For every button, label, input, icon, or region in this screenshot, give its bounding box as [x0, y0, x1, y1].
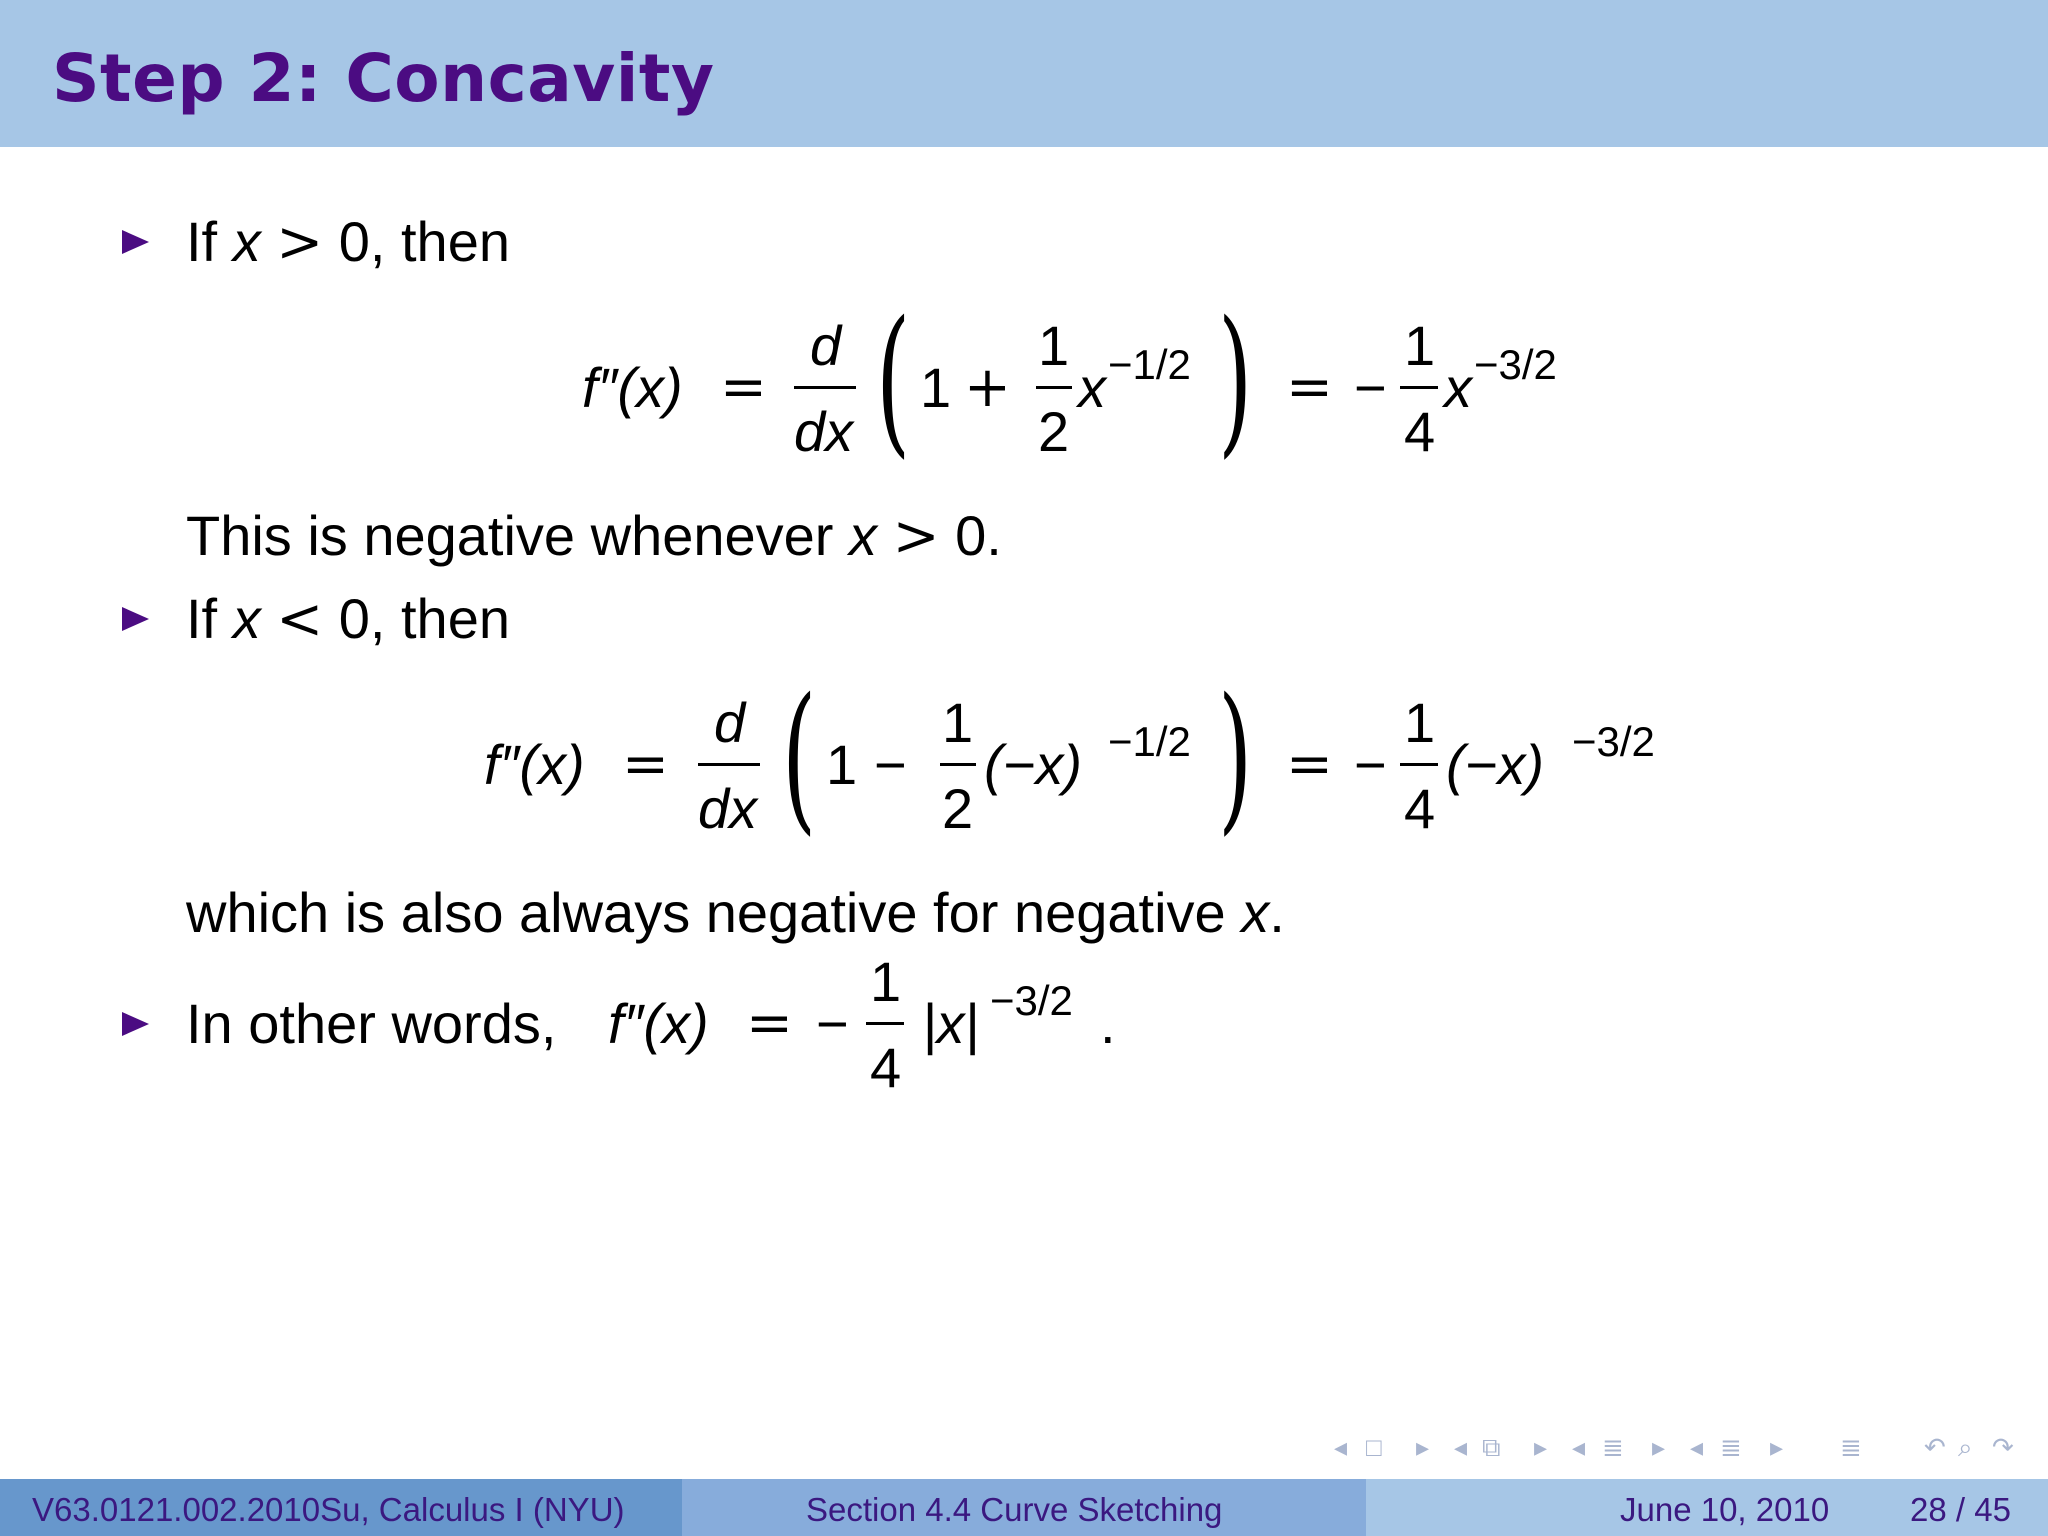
eq1-q-den: 4: [1404, 400, 1436, 463]
bullet-3-pre: In other words,: [186, 992, 557, 1055]
eq1-lparen: (: [876, 286, 911, 473]
frame-icon[interactable]: □: [1366, 1432, 1382, 1462]
redo-icon[interactable]: ↷: [1992, 1432, 2014, 1462]
eq2-ddx-bar: [698, 763, 760, 766]
footer-section: Section 4.4 Curve Sketching: [806, 1491, 1223, 1528]
footer-left: [0, 1479, 682, 1536]
section-icon[interactable]: ≣: [1602, 1432, 1624, 1462]
eq2-half-num: 1: [942, 691, 974, 754]
eq3-neg: −: [816, 992, 849, 1055]
search-icon[interactable]: ⌕: [1958, 1432, 1973, 1462]
eq3-q-num: 1: [870, 950, 902, 1013]
bullet-2-pre: If: [186, 587, 233, 650]
eq3-abs: |x|: [922, 992, 980, 1055]
eq3-q-den: 4: [870, 1036, 902, 1099]
undo-icon[interactable]: ↶: [1924, 1432, 1946, 1462]
footer-date: June 10, 2010: [1620, 1491, 1830, 1528]
eq1-rparen: ): [1218, 286, 1253, 473]
eq2-equals: =: [622, 732, 669, 797]
align-icon[interactable]: ≣: [1840, 1432, 1862, 1462]
bullet-2-var: x: [232, 587, 261, 650]
slide-footer: [0, 1479, 2048, 1536]
next-arrow-icon[interactable]: ▸: [1770, 1432, 1784, 1462]
note2-post: .: [1269, 881, 1285, 944]
bullet-1-post: 0, then: [338, 210, 510, 273]
footer-middle: [682, 1479, 1366, 1536]
eq2-exp2: −3/2: [1572, 718, 1655, 765]
note-after-eq1: [186, 504, 1002, 569]
note2-var: x: [1241, 881, 1270, 944]
next-arrow-icon[interactable]: ▸: [1652, 1432, 1666, 1462]
bullet-1-pre: If: [186, 210, 233, 273]
note2-text: which is also always negative for negative: [186, 881, 1242, 944]
eq2-rparen: ): [1218, 663, 1253, 850]
eq1-dx: dx: [794, 400, 854, 463]
prev-arrow-icon[interactable]: ◂: [1572, 1432, 1586, 1462]
note-after-eq2: [186, 881, 1285, 944]
eq2-exp: −1/2: [1108, 718, 1191, 765]
eq3-end: .: [1100, 992, 1116, 1055]
eq2-arg: (−x): [984, 733, 1082, 796]
footer-page-number: 28 / 45: [1910, 1491, 2011, 1528]
note1-rel: >: [892, 504, 940, 569]
next-arrow-icon[interactable]: ▸: [1416, 1432, 1430, 1462]
eq2-q-den: 4: [1404, 777, 1436, 840]
slide-header: [0, 0, 2048, 147]
eq1-equals: =: [720, 355, 767, 420]
note1-var: x: [849, 504, 878, 567]
eq3-equals: =: [746, 991, 793, 1056]
prev-arrow-icon[interactable]: ◂: [1454, 1432, 1468, 1462]
eq1-lhs: f″(x): [582, 356, 683, 419]
prev-arrow-icon[interactable]: ◂: [1690, 1432, 1704, 1462]
eq1-one: 1: [920, 356, 952, 419]
eq2-minus: −: [874, 733, 907, 796]
eq1-exp: −1/2: [1108, 341, 1191, 388]
eq2-half-den: 2: [942, 777, 974, 840]
eq3-lhs: f″(x): [608, 992, 709, 1055]
eq2-lparen: (: [782, 663, 817, 850]
eq2-neg: −: [1354, 733, 1387, 796]
bullet-marker: [122, 230, 149, 254]
eq1-half-den: 2: [1038, 400, 1070, 463]
eq3-exp: −3/2: [990, 977, 1073, 1024]
navigation-controls: [1330, 1432, 2040, 1462]
footer-course: V63.0121.002.2010Su, Calculus I (NYU): [32, 1491, 625, 1528]
bullet-1-text: [186, 210, 510, 275]
eq1-plus: +: [964, 355, 1011, 420]
bullet-2-post: 0, then: [338, 587, 510, 650]
eq1-neg: −: [1354, 356, 1387, 419]
eq2-d: d: [714, 691, 746, 754]
eq1-q-num: 1: [1404, 314, 1436, 377]
bullet-1-var: x: [232, 210, 261, 273]
note1-text: This is negative whenever: [186, 504, 850, 567]
prev-arrow-icon[interactable]: ◂: [1334, 1432, 1348, 1462]
subsection-icon[interactable]: ⧉: [1482, 1432, 1501, 1462]
note1-post: 0.: [955, 504, 1002, 567]
eq3-q-bar: [866, 1022, 904, 1025]
bullet-marker: [122, 1012, 149, 1036]
section-icon[interactable]: ≣: [1720, 1432, 1742, 1462]
eq1-q-bar: [1400, 386, 1438, 389]
eq2-q-bar: [1400, 763, 1438, 766]
eq2-lhs: f″(x): [484, 733, 585, 796]
next-arrow-icon[interactable]: ▸: [1534, 1432, 1548, 1462]
bullet-2-text: [186, 587, 510, 652]
bullet-marker: [122, 607, 149, 631]
eq1-half-num: 1: [1038, 314, 1070, 377]
eq2-one: 1: [826, 733, 858, 796]
eq1-equals-2: =: [1286, 355, 1333, 420]
eq1-exp2: −3/2: [1474, 341, 1557, 388]
eq1-d: d: [810, 314, 842, 377]
eq2-q-num: 1: [1404, 691, 1436, 754]
eq1-x: x: [1078, 356, 1106, 419]
bullet-1-rel: >: [276, 210, 324, 275]
eq1-ddx-bar: [794, 386, 856, 389]
eq2-dx: dx: [698, 777, 758, 840]
eq2-half-bar: [940, 763, 976, 766]
eq2-equals-2: =: [1286, 732, 1333, 797]
eq1-half-bar: [1036, 386, 1072, 389]
bullet-2-rel: <: [276, 587, 324, 652]
footer-right: [1366, 1479, 2048, 1536]
eq2-arg2: (−x): [1446, 733, 1544, 796]
eq1-x2: x: [1444, 356, 1472, 419]
slide-title: Step 2: Concavity: [52, 40, 715, 117]
